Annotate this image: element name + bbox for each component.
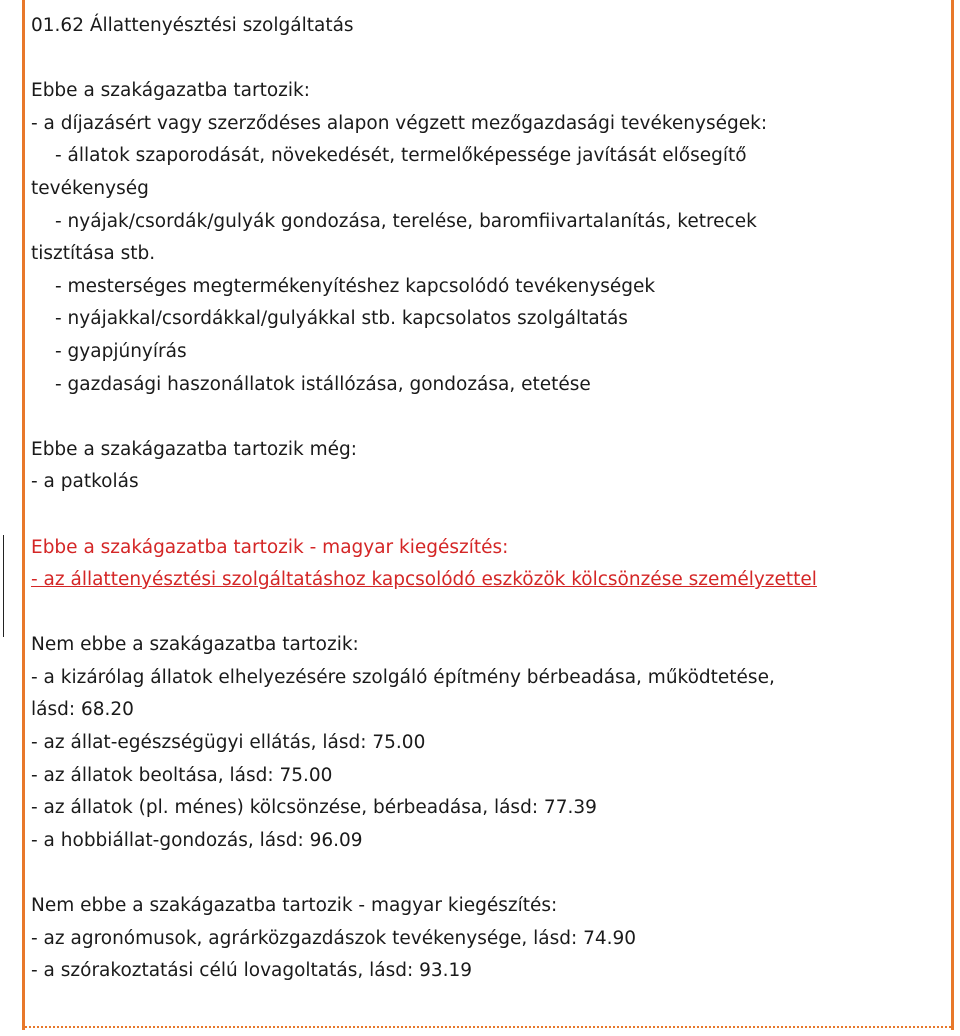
spacer (31, 857, 949, 890)
spacer (31, 499, 949, 532)
spacer (31, 597, 949, 630)
hu-supplement-line: - az állattenyésztési szolgáltatáshoz kapcsolódó eszközök kölcsönzése személyzettel (31, 569, 817, 591)
includes-line: tevékenység (31, 177, 149, 199)
document-title: 01.62 Állattenyésztési szolgáltatás (31, 15, 354, 36)
excludes-line: - a kizárólag állatok elhelyezésére szolgáló építmény bérbeadása, működtetése, (31, 666, 775, 688)
excludes-line: lásd: 68.20 (31, 699, 134, 721)
includes-line: - gyapjúnyírás (55, 340, 187, 362)
also-includes-heading: Ebbe a szakágazatba tartozik még: (31, 438, 357, 460)
includes-line: - nyájakkal/csordákkal/gulyákkal stb. kapcsolatos szolgáltatás (55, 308, 628, 330)
spacer (31, 43, 949, 76)
page-frame-right-border (951, 0, 954, 1030)
includes-line: - mesterséges megtermékenyítéshez kapcsolódó tevékenységek (55, 275, 656, 297)
page-frame-bottom-border (22, 1026, 954, 1028)
excludes-line: - az állatok (pl. ménes) kölcsönzése, bérbeadása, lásd: 77.39 (31, 797, 597, 819)
includes-line: - a díjazásért vagy szerződéses alapon végzett mezőgazdasági tevékenységek: (31, 112, 768, 134)
revision-change-bar (3, 535, 4, 637)
excludes-hu-line: - az agronómusok, agrárközgazdászok tevékenysége, lásd: 74.90 (31, 927, 637, 949)
document-body (31, 10, 949, 988)
includes-line: - gazdasági haszonállatok istállózása, gondozása, etetése (55, 373, 591, 395)
also-includes-line: - a patkolás (31, 471, 139, 493)
includes-heading: Ebbe a szakágazatba tartozik: (31, 80, 310, 102)
excludes-heading: Nem ebbe a szakágazatba tartozik: (31, 634, 359, 656)
excludes-line: - az állatok beoltása, lásd: 75.00 (31, 764, 333, 786)
excludes-hu-line: - a szórakoztatási célú lovagoltatás, lásd: 93.19 (31, 960, 473, 982)
excludes-hu-heading: Nem ebbe a szakágazatba tartozik - magyar kiegészítés: (31, 895, 558, 917)
excludes-line: - az állat-egészségügyi ellátás, lásd: 75.00 (31, 732, 426, 754)
includes-line: tisztítása stb. (31, 243, 156, 265)
spacer (31, 401, 949, 434)
hu-supplement-heading: Ebbe a szakágazatba tartozik - magyar kiegészítés: (31, 536, 509, 558)
excludes-line: - a hobbiállat-gondozás, lásd: 96.09 (31, 829, 363, 851)
page-frame-left-border (22, 0, 25, 1030)
includes-line: - nyájak/csordák/gulyák gondozása, terelése, baromfiivartalanítás, ketrecek (55, 210, 757, 232)
includes-line: - állatok szaporodását, növekedését, termelőképessége javítását elősegítő (55, 145, 747, 167)
